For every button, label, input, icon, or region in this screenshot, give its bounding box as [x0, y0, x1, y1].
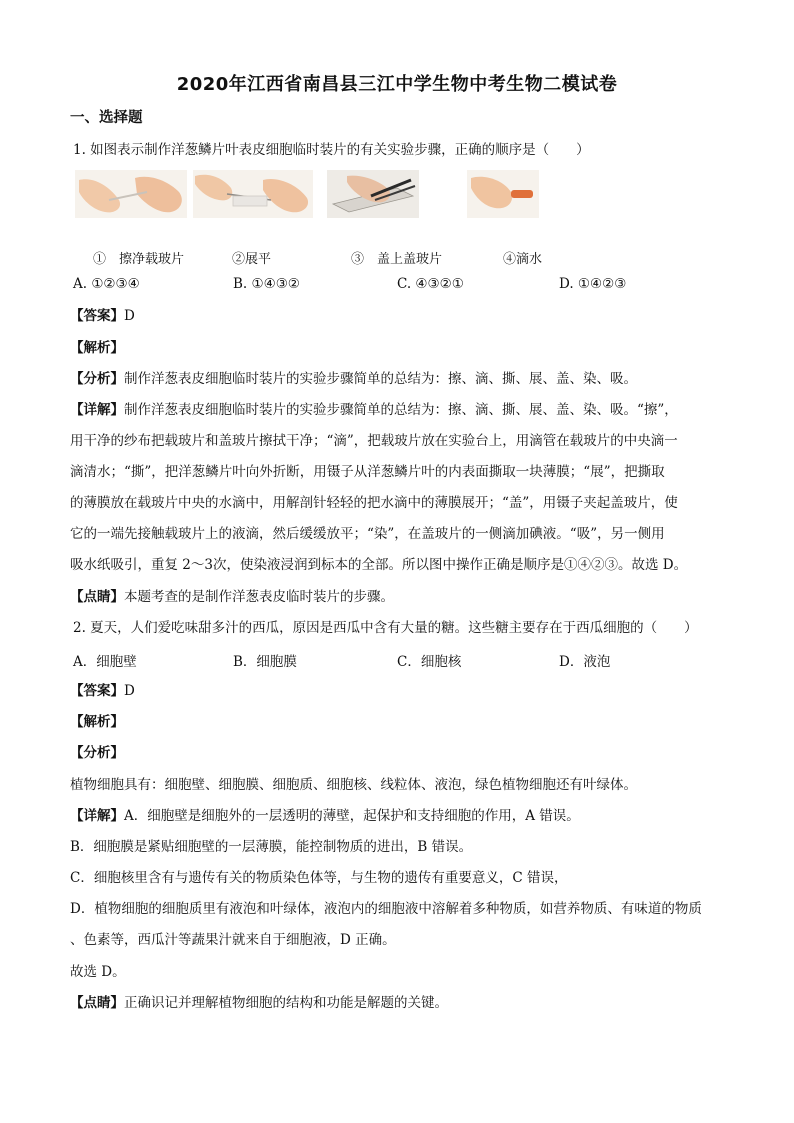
q2-option-b: B．细胞膜: [233, 654, 297, 670]
q2-xiangjie-a: 【详解】A．细胞壁是细胞外的一层透明的薄壁，起保护和支持细胞的作用，A 错误。: [70, 808, 580, 824]
section-heading: 一、选择题: [70, 110, 143, 126]
q1-option-c: C. ④③②①: [397, 276, 464, 292]
drip-water-image: [467, 170, 539, 218]
q2-dianjing: 【点睛】正确识记并理解植物细胞的结构和功能是解题的关键。: [70, 995, 448, 1011]
q1-xiangjie-line6: 吸水纸吸引，重复 2～3次，使染液浸润到标本的全部。所以图中操作正确是顺序是①④②③。故选 D。: [70, 557, 688, 573]
q2-analysis-tag: 【解析】: [70, 714, 124, 730]
q1-xiangjie-line3: 滴清水；“撕”，把洋葱鳞片叶向外折断，用镊子从洋葱鳞片叶的内表面撕取一块薄膜；“展”，把撕取: [70, 464, 665, 480]
answer-value: D: [124, 308, 135, 324]
caption-step3: ③ 盖上盖玻片: [351, 252, 443, 267]
spread-film-image: [193, 170, 313, 218]
q1-xiangjie-line1: 【详解】制作洋葱表皮细胞临时装片的实验步骤简单的总结为：擦、滴、撕、展、盖、染、吸。“擦”，: [70, 402, 678, 418]
q2-option-b-explain: B．细胞膜是紧贴细胞壁的一层薄膜，能控制物质的进出，B 错误。: [70, 839, 473, 855]
q2-fenxi-tag: 【分析】: [70, 745, 124, 761]
q1-answer: [70, 306, 730, 326]
q1-analysis-tag: 【解析】: [70, 340, 124, 356]
q1-dianjing: 【点睛】本题考查的是制作洋葱表皮临时装片的步骤。: [70, 589, 394, 605]
caption-step1: ① 擦净载玻片: [93, 252, 185, 267]
page-title: 2020年江西省南昌县三江中学生物中考生物二模试卷: [176, 74, 618, 95]
cover-slip-image: [327, 170, 419, 218]
q1-xiangjie-line2: 用干净的纱布把载玻片和盖玻片擦拭干净；“滴”，把载玻片放在实验台上，用滴管在载玻片的中央滴一: [70, 433, 678, 449]
q1-option-d: D. ①④②③: [559, 276, 627, 292]
q1-fenxi: 【分析】制作洋葱表皮细胞临时装片的实验步骤简单的总结为：擦、滴、撕、展、盖、染、吸。: [70, 371, 637, 387]
caption-step2: ②展平: [232, 252, 272, 267]
q2-option-d-explain-1: D．植物细胞的细胞质里有液泡和叶绿体，液泡内的细胞液中溶解着多种物质，如营养物质、有味道的物质: [70, 901, 702, 917]
caption-step4: ④滴水: [503, 252, 543, 267]
q1-option-b: B. ①④③②: [233, 276, 300, 292]
q1-xiangjie-line5: 它的一端先接触载玻片上的液滴，然后缓缓放平；“染”，在盖玻片的一侧滴加碘液。“吸”，另一侧用: [70, 526, 665, 542]
q2-option-c: C．细胞核: [397, 654, 462, 670]
answer-tag: 【答案】: [70, 308, 124, 324]
wipe-slide-image: [75, 170, 187, 218]
q2-answer: 【答案】D: [70, 683, 135, 699]
q2-conclusion: 故选 D。: [70, 964, 126, 980]
q2-option-a: A．细胞壁: [73, 654, 137, 670]
q2-option-c-explain: C．细胞核里含有与遗传有关的物质染色体等，与生物的遗传有重要意义，C 错误，: [70, 870, 568, 886]
q2-option-d: D．液泡: [559, 654, 611, 670]
q2-option-d-explain-2: 、色素等，西瓜汁等蔬果汁就来自于细胞液，D 正确。: [70, 932, 396, 948]
q2-stem: 2. 夏天，人们爱吃味甜多汁的西瓜，原因是西瓜中含有大量的糖。这些糖主要存在于西瓜细胞的（ ）: [73, 620, 698, 636]
q2-fenxi-body: 植物细胞具有：细胞壁、细胞膜、细胞质、细胞核、线粒体、液泡，绿色植物细胞还有叶绿体。: [70, 777, 637, 793]
q1-xiangjie-line4: 的薄膜放在载玻片中央的水滴中，用解剖针轻轻的把水滴中的薄膜展开；“盖”，用镊子夹起盖玻片，使: [70, 495, 678, 511]
q1-stem: 1. 如图表示制作洋葱鳞片叶表皮细胞临时装片的有关实验步骤，正确的顺序是（ ）: [73, 142, 590, 158]
q1-option-a: A. ①②③④: [73, 276, 140, 292]
